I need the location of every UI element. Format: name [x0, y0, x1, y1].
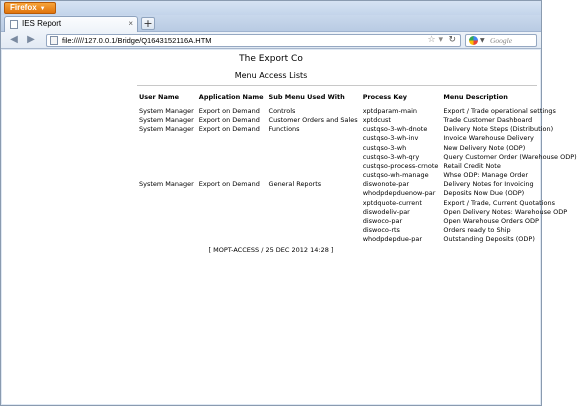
menu-access-table — [137, 93, 580, 244]
search-engine-dropdown-icon[interactable]: ▼ — [480, 37, 485, 44]
user-name-cell: System Manager — [139, 125, 194, 134]
report-footer: [ MOPT-ACCESS / 25 DEC 2012 14:28 ] — [208, 246, 334, 254]
firefox-menu-label: Firefox — [10, 3, 37, 12]
process-key-cell: diswoco-rts — [362, 226, 400, 235]
column-header-application-name: Application Name — [198, 93, 264, 101]
table-header-row — [137, 93, 580, 107]
application-name-cell — [197, 235, 267, 244]
application-name-cell: Export on Demand — [198, 125, 260, 134]
process-key-cell: custqso-wh-manage — [362, 171, 429, 180]
tab-strip — [1, 15, 541, 32]
menu-description-cell: Open Delivery Notes: Warehouse ODP — [443, 207, 568, 216]
menu-description-cell: Invoice Warehouse Delivery — [443, 134, 534, 143]
application-name-cell — [197, 226, 267, 235]
url-text[interactable]: file://///127.0.0.1/Bridge/Q1643152116A.HTM — [62, 36, 212, 45]
menu-description-cell: New Delivery Note (ODP) — [443, 143, 526, 152]
sub-menu-cell — [267, 226, 361, 235]
table-row — [137, 180, 580, 189]
sub-menu-cell: Functions — [268, 125, 300, 134]
process-key-cell: custqso-3-wh-inv — [362, 134, 419, 143]
sub-menu-cell — [267, 134, 361, 143]
table-row — [137, 153, 580, 162]
google-icon[interactable] — [469, 36, 478, 45]
menu-description-cell: Outstanding Deposits (ODP) — [443, 235, 535, 244]
process-key-cell: custqso-3-wh-dnote — [362, 125, 428, 134]
application-name-cell — [197, 134, 267, 143]
table-row — [137, 162, 580, 171]
user-name-cell — [137, 171, 197, 180]
search-box[interactable] — [465, 34, 537, 47]
process-key-cell: diswonote-par — [362, 180, 410, 189]
menu-description-cell: Open Warehouse Orders ODP — [443, 216, 539, 225]
process-key-cell: whodpdepduenow-par — [362, 189, 436, 198]
application-name-cell — [197, 171, 267, 180]
process-key-cell: diswodeliv-par — [362, 207, 410, 216]
page-icon — [10, 20, 18, 29]
user-name-cell — [137, 162, 197, 171]
process-key-cell: whodpdepdue-par — [362, 235, 422, 244]
table-row — [137, 171, 580, 180]
user-name-cell — [137, 217, 197, 226]
chevron-down-icon: ▼ — [39, 6, 46, 12]
process-key-cell: diswoco-par — [362, 216, 403, 225]
table-row — [137, 144, 580, 153]
application-name-cell — [197, 208, 267, 217]
sub-menu-cell — [267, 208, 361, 217]
menu-description-cell: Query Customer Order (Warehouse ODP) — [443, 152, 577, 161]
column-header-process-key: Process Key — [362, 93, 407, 101]
application-name-cell — [197, 189, 267, 198]
application-name-cell — [197, 199, 267, 208]
sub-menu-cell — [267, 171, 361, 180]
application-name-cell — [197, 217, 267, 226]
navigation-bar — [1, 32, 541, 49]
user-name-cell: System Manager — [139, 107, 194, 115]
sub-menu-cell — [267, 199, 361, 208]
process-key-cell: custqso-3-wh — [362, 143, 407, 152]
process-key-cell: xptdquote-current — [362, 198, 422, 207]
table-row — [137, 199, 580, 208]
user-name-cell — [137, 208, 197, 217]
process-key-cell: xptdcust — [362, 116, 391, 125]
user-name-cell — [137, 189, 197, 198]
tab-ies-report[interactable] — [4, 16, 138, 32]
menu-description-cell: Export / Trade, Current Quotations — [443, 198, 555, 207]
sub-menu-cell — [267, 153, 361, 162]
table-row — [137, 208, 580, 217]
firefox-menu-button[interactable] — [4, 2, 56, 14]
process-key-cell: custqso-3-wh-qry — [362, 152, 420, 161]
site-identity-icon[interactable] — [50, 36, 58, 45]
title-bar — [1, 1, 541, 15]
menu-description-cell: Delivery Note Steps (Distribution) — [443, 125, 554, 134]
sub-menu-cell — [267, 189, 361, 198]
table-row — [137, 125, 580, 134]
company-name: The Export Co — [239, 54, 303, 64]
sub-menu-cell: Controls — [268, 107, 296, 115]
sub-menu-cell — [267, 235, 361, 244]
user-name-cell: System Manager — [139, 116, 194, 125]
table-row — [137, 235, 580, 244]
user-name-cell — [137, 226, 197, 235]
user-name-cell — [137, 144, 197, 153]
menu-description-cell: Orders ready to Ship — [443, 226, 511, 235]
back-icon[interactable]: ◀ — [10, 34, 18, 45]
menu-description-cell: Whse ODP: Manage Order — [443, 171, 529, 180]
column-header-menu-description: Menu Description — [443, 93, 508, 101]
table-row — [137, 189, 580, 198]
search-placeholder[interactable]: Google — [490, 36, 513, 45]
sub-menu-cell — [267, 162, 361, 171]
menu-description-cell: Export / Trade operational settings — [443, 107, 556, 115]
application-name-cell: Export on Demand — [198, 180, 260, 189]
report-title: Menu Access Lists — [234, 71, 308, 80]
user-name-cell — [137, 235, 197, 244]
user-name-cell: System Manager — [139, 180, 194, 189]
user-name-cell — [137, 134, 197, 143]
menu-description-cell: Deposits Now Due (ODP) — [443, 189, 525, 198]
table-row — [137, 226, 580, 235]
new-tab-button[interactable]: + — [141, 17, 155, 30]
menu-description-cell: Trade Customer Dashboard — [443, 116, 533, 125]
user-name-cell — [137, 199, 197, 208]
process-key-cell: xptdparam-main — [362, 107, 418, 115]
sub-menu-cell: Customer Orders and Sales — [268, 116, 358, 125]
url-bar[interactable] — [46, 34, 461, 47]
sub-menu-cell: General Reports — [268, 180, 322, 189]
reload-icon[interactable]: ↻ — [448, 35, 456, 45]
table-row — [137, 134, 580, 143]
application-name-cell — [197, 153, 267, 162]
table-row — [137, 217, 580, 226]
process-key-cell: custqso-process-crnote — [362, 161, 439, 170]
table-row — [137, 116, 580, 125]
table-row — [137, 107, 580, 116]
sub-menu-cell — [267, 144, 361, 153]
menu-description-cell: Retail Credit Note — [443, 161, 501, 170]
application-name-cell: Export on Demand — [198, 107, 260, 115]
divider — [137, 85, 537, 86]
menu-description-cell: Delivery Notes for Invoicing — [443, 180, 534, 189]
user-name-cell — [137, 153, 197, 162]
application-name-cell — [197, 162, 267, 171]
application-name-cell: Export on Demand — [198, 116, 260, 125]
column-header-user-name: User Name — [139, 93, 180, 101]
application-name-cell — [197, 144, 267, 153]
bookmark-star-icon[interactable]: ☆ ▾ — [427, 35, 443, 45]
close-icon[interactable]: × — [128, 19, 133, 28]
column-header-sub-menu: Sub Menu Used With — [268, 93, 345, 101]
forward-icon[interactable]: ▶ — [27, 34, 35, 45]
tab-title: IES Report — [22, 19, 62, 28]
page-content — [2, 50, 577, 404]
sub-menu-cell — [267, 217, 361, 226]
